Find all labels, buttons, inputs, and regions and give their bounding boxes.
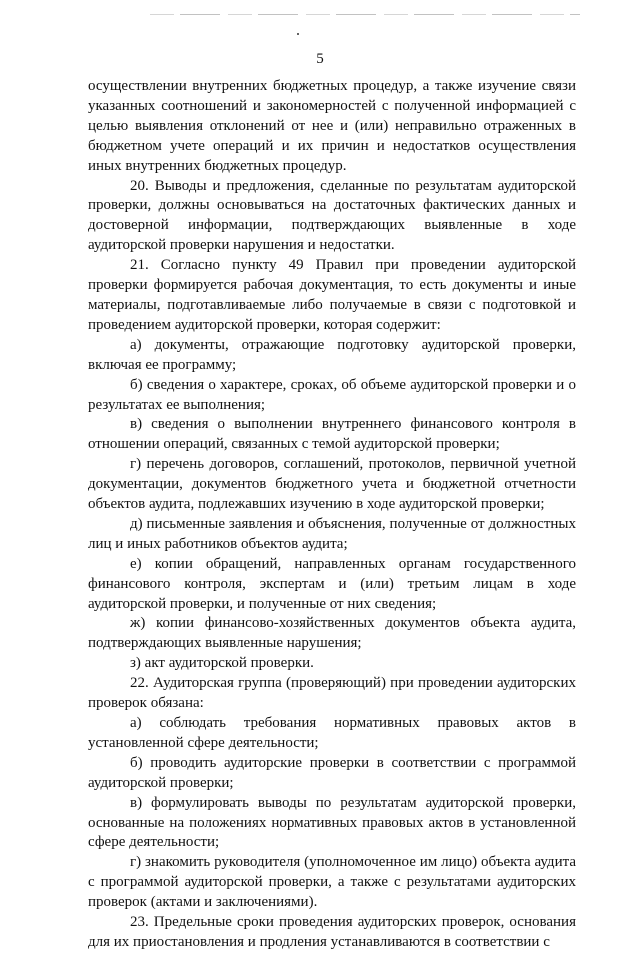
list-item-21-zh: ж) копии финансово-хозяйственных документов объекта аудита, подтверждающих выявленные нарушения; [88,615,576,652]
list-item-21-b: б) сведения о характере, сроках, об объеме аудиторской проверки и о результатах ее выполнения; [88,376,576,413]
page-number: 5 [316,51,324,67]
list-item-21-d: д) письменные заявления и объяснения, полученные от должностных лиц и иных работников объектов аудита; [88,515,576,552]
list-item-21-z: з) акт аудиторской проверки. [130,655,314,672]
scan-artifact-dot [297,33,299,35]
paragraph-23: 23. Предельные сроки проведения аудиторских проверок, основания для их приостановления и продления устанавливаются в соответствии с [88,914,576,950]
list-item-21-g: г) перечень договоров, соглашений, протоколов, первичной учетной документации, документов бюджетного учета и бюджетной отчетности объектов аудита, подлежавших изучению в ходе аудиторской проверки; [88,456,576,513]
paragraph-20: 20. Выводы и предложения, сделанные по результатам аудиторской проверки, должны основываться на достаточных фактических данных и достоверной информации, подтверждающих выявленные в ходе аудиторской проверки нарушения и недостатки. [88,177,576,254]
paragraph-22: 22. Аудиторская группа (проверяющий) при проведении аудиторских проверок обязана: [88,675,576,712]
paragraph-continuation: осуществлении внутренних бюджетных процедур, а также изучение связи указанных соотношений и закономерностей с полученной информацией с целью выявления отклонений от нее и (или) неправильно отраженных в бюджетном учете операций и их причин и недостатков осуществления иных внутренних бюджетных процедур. [88,78,576,174]
list-item-22-v: в) формулировать выводы по результатам аудиторской проверки, основанные на положениях нормативных правовых актов в установленной сфере деятельности; [88,794,576,851]
scan-artifact-line [150,14,580,15]
list-item-21-v: в) сведения о выполнении внутреннего финансового контроля в отношении операций, связанных с темой аудиторской проверки; [88,416,576,453]
document-body [88,77,576,953]
list-item-22-a: а) соблюдать требования нормативных правовых актов в установленной сфере деятельности; [88,715,576,751]
paragraph-21: 21. Согласно пункту 49 Правил при проведении аудиторской проверки формируется рабочая документация, то есть документы и иные материалы, подготавливаемые либо получаемые в связи с подготовкой и проведением аудиторской проверки, которая содержит: [88,257,576,333]
list-item-21-a: а) документы, отражающие подготовку аудиторской проверки, включая ее программу; [88,336,576,373]
list-item-22-g: г) знакомить руководителя (уполномоченное им лицо) объекта аудита с программой аудиторской проверки, а также с результатами аудиторских проверок (актами и заключениями). [88,854,576,911]
list-item-21-e: е) копии обращений, направленных органам государственного финансового контроля, экспертам и (или) третьим лицам в ходе аудиторской проверки, и полученные от них сведения; [88,555,576,612]
list-item-22-b: б) проводить аудиторские проверки в соответствии с программой аудиторской проверки; [88,754,576,791]
